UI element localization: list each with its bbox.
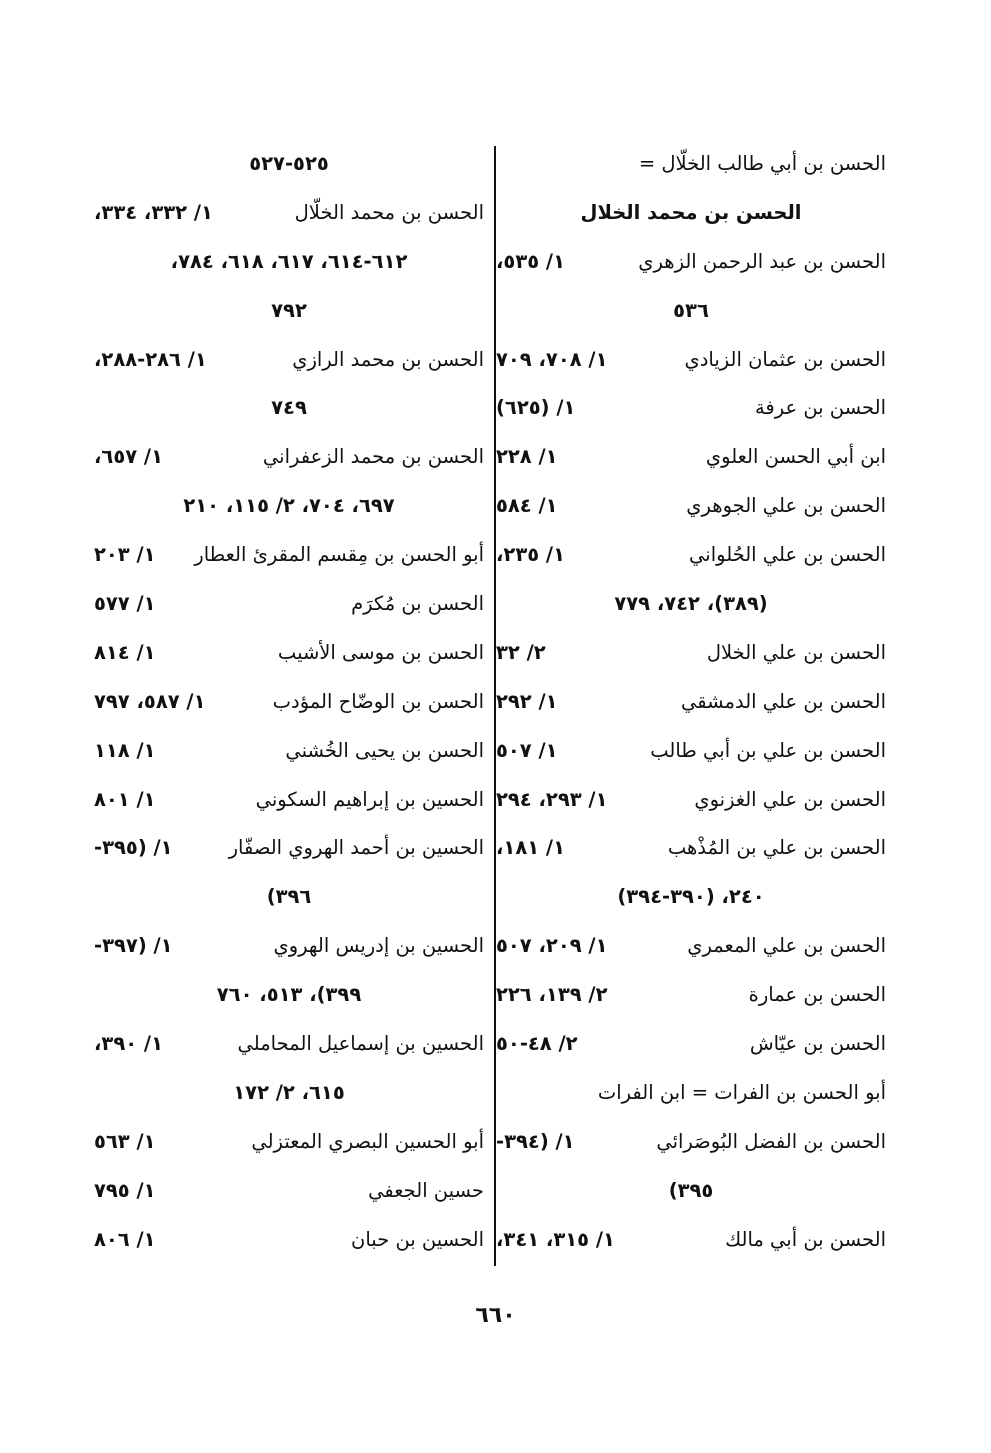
entry-page-ref: ١/ ٢٢٨: [496, 445, 558, 469]
entry-name: الحسن بن علي الجوهري: [686, 494, 886, 518]
index-entry-line: [94, 922, 484, 971]
entry-continuation: ٧٩٢: [271, 298, 307, 322]
entry-name: الحسن بن علي بن المُذْهب: [667, 836, 886, 860]
entry-page-ref: ١/ ١١٨: [94, 738, 156, 762]
index-entry-line: [94, 384, 484, 433]
entry-name: ابن أبي الحسن العلوي: [705, 445, 886, 469]
entry-name: أبو الحسن بن مِقسم المقرئ العطار: [194, 543, 484, 567]
entry-name: الحسن بن الفضل البُوصَرائي: [656, 1129, 886, 1153]
entry-name: الحسن بن الوضّاح المؤدب: [272, 689, 484, 713]
entry-name: الحسن بن عيّاش: [749, 1032, 886, 1056]
entry-page-ref: ١/ ٣٩٠،: [94, 1032, 163, 1056]
entry-continuation: الحسن بن محمد الخلال: [580, 200, 802, 224]
index-entry-line: [496, 1216, 886, 1265]
index-entry-line: [496, 580, 886, 629]
entry-continuation: ٣٩٦): [266, 885, 312, 909]
index-entry-line: [94, 824, 484, 873]
index-entry-line: [496, 140, 886, 189]
index-entry-line: [496, 433, 886, 482]
index-entry-line: [94, 1020, 484, 1069]
index-entry-line: [94, 287, 484, 336]
index-entry-line: [496, 287, 886, 336]
index-entry-line: [496, 727, 886, 776]
index-entry-line: [496, 922, 886, 971]
entry-page-ref: ١/ (٣٩٤-: [496, 1129, 575, 1153]
entry-name: الحسين بن إسماعيل المحاملي: [237, 1032, 484, 1056]
entry-continuation: ٥٢٥-٥٢٧: [249, 152, 329, 175]
entry-continuation: ٦١٢-٦١٤، ٦١٧، ٦١٨، ٧٨٤،: [170, 249, 408, 273]
index-entry-line: [94, 433, 484, 482]
index-entry-line: [94, 1069, 484, 1118]
entry-name: حسين الجعفي: [368, 1178, 484, 1202]
entry-name: الحسين بن إبراهيم السكوني: [255, 787, 484, 811]
entry-continuation: ٦٩٧، ٧٠٤، ٢/ ١١٥، ٢١٠: [183, 494, 395, 518]
index-entry-line: [496, 971, 886, 1020]
entry-name: الحسن بن علي المعمري: [687, 934, 886, 958]
index-entry-line: [496, 482, 886, 531]
index-entry-line: [94, 482, 484, 531]
entry-continuation: ٧٤٩: [271, 396, 307, 420]
entry-page-ref: ١/ ٥٠٧: [496, 738, 558, 762]
entry-name: الحسن بن يحيى الخُشني: [285, 738, 484, 762]
entry-name: الحسن بن علي الخلال: [706, 640, 886, 664]
entry-page-ref: ١/ ٥٧٧: [94, 592, 156, 616]
entry-page-ref: ١/ (٣٩٥-: [94, 836, 173, 860]
entry-name: الحسن بن محمد الزعفراني: [262, 445, 484, 469]
entry-name: الحسن بن عبد الرحمن الزهري: [638, 249, 886, 273]
index-entry-line: [94, 971, 484, 1020]
entry-page-ref: ١/ ٢٠٩، ٥٠٧: [496, 934, 608, 958]
index-entry-line: [496, 189, 886, 238]
entry-page-ref: ١/ ٧٩٥: [94, 1178, 156, 1202]
entry-name: الحسن بن أبي طالب الخلّال =: [638, 152, 886, 175]
entry-page-ref: ١/ ٢٠٣: [94, 543, 156, 567]
index-entry-line: [94, 336, 484, 385]
entry-name: الحسن بن علي الغزنوي: [694, 787, 886, 811]
entry-page-ref: ١/ ٦٥٧،: [94, 445, 163, 469]
entry-page-ref: ١/ ٥٨٤: [496, 494, 558, 518]
entry-page-ref: ١/ (٣٩٧-: [94, 934, 173, 958]
page-number: ٦٦٠: [475, 1303, 516, 1328]
index-entry-line: [94, 873, 484, 922]
entry-page-ref: ٢/ ١٣٩، ٢٢٦: [496, 983, 608, 1007]
entry-page-ref: ١/ ٨٠١: [94, 787, 156, 811]
entry-continuation: ٣٩٥): [668, 1178, 714, 1202]
index-entry-line: [94, 238, 484, 287]
entry-name: الحسن بن محمد الخلّال: [294, 200, 484, 224]
index-entry-line: [94, 1216, 484, 1265]
entry-page-ref: ١/ ٢٨٦-٢٨٨،: [94, 347, 207, 371]
index-entry-line: [496, 678, 886, 727]
entry-name: الحسن بن علي الدمشقي: [681, 689, 886, 713]
entry-page-ref: ١/ ١٨١،: [496, 836, 565, 860]
index-entry-line: [94, 140, 484, 189]
entry-name: الحسن بن عثمان الزيادي: [684, 347, 886, 371]
entry-page-ref: ١/ ٧٠٨، ٧٠٩: [496, 347, 608, 371]
index-entry-line: [94, 1167, 484, 1216]
entry-page-ref: ٢/ ٤٨-٥٠: [496, 1032, 578, 1056]
entry-name: الحسن بن موسى الأشيب: [277, 640, 484, 664]
entry-name: الحسن بن علي الحُلواني: [689, 543, 886, 567]
index-entry-line: [496, 1069, 886, 1118]
index-entry-line: [496, 873, 886, 922]
column-divider: [494, 146, 496, 1266]
index-entry-line: [94, 629, 484, 678]
entry-page-ref: ١/ ٣١٥، ٣٤١،: [496, 1227, 615, 1251]
entry-page-ref: ١/ ٢٩٣، ٢٩٤: [496, 787, 608, 811]
entry-continuation: (٣٨٩)، ٧٤٢، ٧٧٩: [614, 592, 768, 616]
entry-name: الحسن بن عمارة: [748, 983, 886, 1007]
entry-page-ref: ١/ ٢٣٥،: [496, 543, 565, 567]
entry-page-ref: ١/ ٥٣٥،: [496, 249, 565, 273]
entry-continuation: ٦١٥، ٢/ ١٧٢: [233, 1080, 345, 1104]
index-entry-line: [496, 238, 886, 287]
entry-name: الحسين بن إدريس الهروي: [273, 934, 484, 958]
entry-page-ref: ١/ ٣٣٢، ٣٣٤،: [94, 200, 213, 224]
entry-page-ref: ١/ ٢٩٢: [496, 689, 558, 713]
index-column-right: [496, 140, 886, 1264]
index-entry-line: [94, 580, 484, 629]
index-entry-line: [94, 776, 484, 825]
entry-name: الحسن بن مُكرَم: [351, 592, 484, 616]
entry-page-ref: ١/ (٦٢٥): [496, 396, 576, 420]
entry-page-ref: ٢/ ٣٢: [496, 640, 546, 664]
index-entry-line: [94, 531, 484, 580]
entry-page-ref: ١/ ٥٨٧، ٧٩٧: [94, 689, 206, 713]
index-entry-line: [496, 629, 886, 678]
index-entry-line: [94, 678, 484, 727]
entry-continuation: ٢٤٠، (٣٩٠-٣٩٤): [617, 885, 765, 909]
index-entry-line: [496, 336, 886, 385]
index-entry-line: [94, 1118, 484, 1167]
entry-continuation: ٣٩٩)، ٥١٣، ٧٦٠: [216, 983, 362, 1007]
index-entry-line: [94, 189, 484, 238]
entry-name: الحسن بن محمد الرازي: [292, 347, 484, 371]
entry-name: الحسين بن أحمد الهروي الصفّار: [228, 836, 484, 860]
index-entry-line: [496, 1167, 886, 1216]
entry-continuation: ٥٣٦: [673, 298, 709, 322]
entry-page-ref: ١/ ٨٠٦: [94, 1227, 156, 1251]
index-entry-line: [496, 384, 886, 433]
index-entry-line: [496, 531, 886, 580]
index-entry-line: [496, 824, 886, 873]
index-entry-line: [496, 1020, 886, 1069]
entry-name: أبو الحسين البصري المعتزلي: [251, 1129, 484, 1153]
entry-page-ref: ١/ ٨١٤: [94, 640, 156, 664]
entry-name: أبو الحسن بن الفرات = ابن الفرات: [597, 1080, 886, 1104]
index-column-left: [94, 140, 484, 1264]
index-entry-line: [496, 1118, 886, 1167]
entry-name: الحسن بن علي بن أبي طالب: [650, 738, 886, 762]
index-entry-line: [496, 776, 886, 825]
entry-page-ref: ١/ ٥٦٣: [94, 1129, 156, 1153]
entry-name: الحسن بن عرفة: [754, 396, 886, 420]
entry-name: الحسين بن حبان: [351, 1227, 484, 1251]
index-entry-line: [94, 727, 484, 776]
entry-name: الحسن بن أبي مالك: [725, 1227, 886, 1251]
